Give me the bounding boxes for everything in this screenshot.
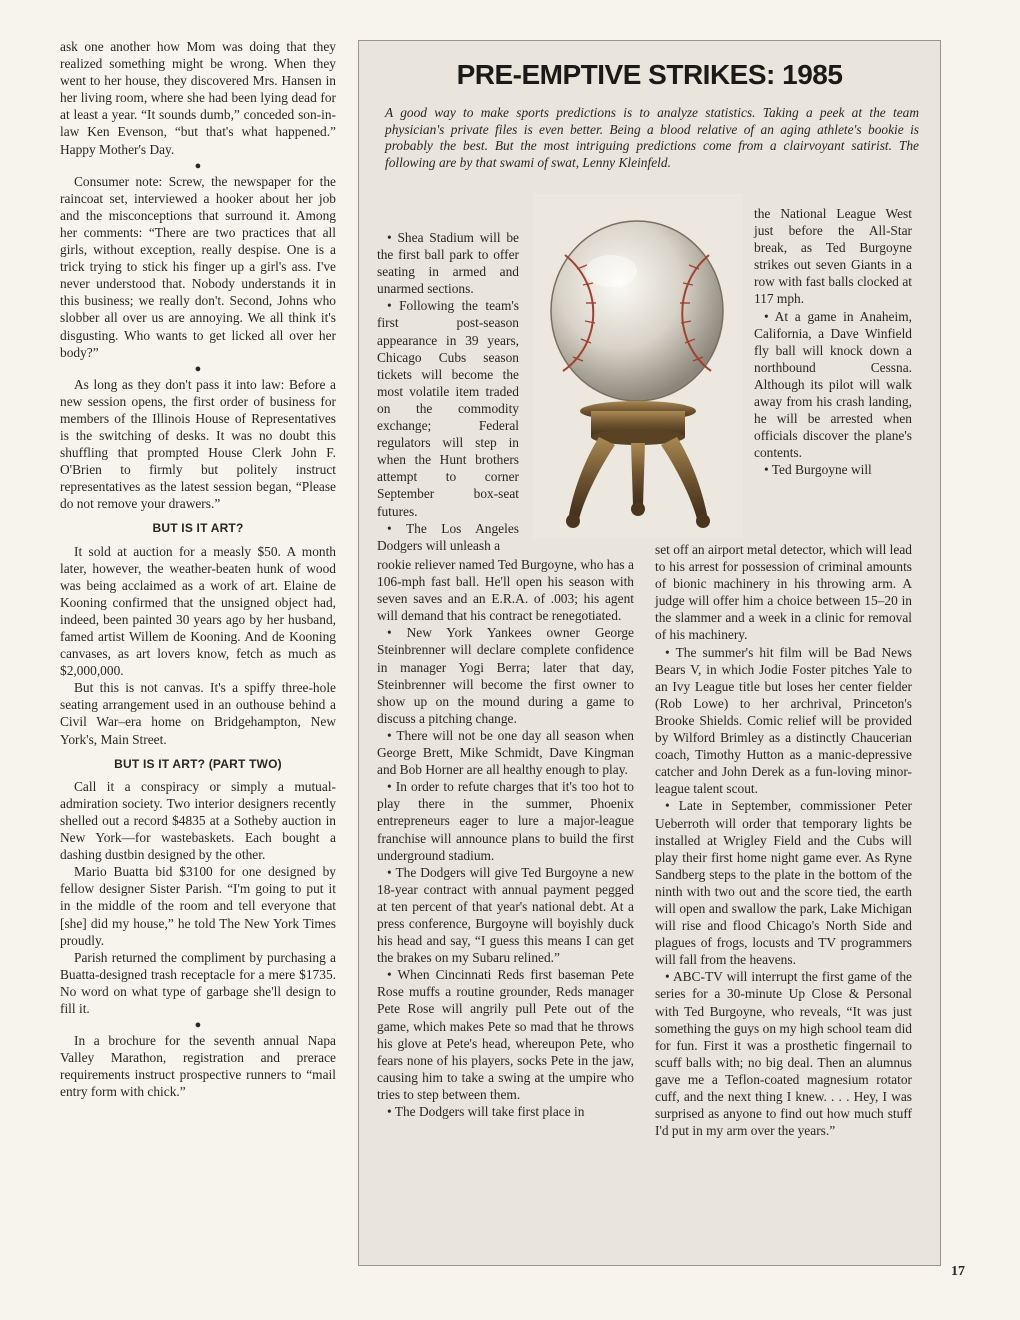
prediction-item: • When Cincinnati Reds first baseman Pete Rose muffs a routine grounder, Reds manager Pete Rose will angrily pull Pete out of the game, which makes Pete so mad that he throws his glove at Pete's head, whereupon Pete, who fears none of his players, socks Pete in the jaw, causing him to take a swing at the umpire who tries to step between them.	[377, 967, 634, 1102]
box-column-1-bottom	[377, 556, 634, 1120]
paragraph: But this is not canvas. It's a spiffy three-hole seating arrangement used in an outhouse behind a Civil War–era home on Bridgehampton, New York's, Main Street.	[60, 680, 336, 747]
paragraph: Mario Buatta bid $3100 for one designed by fellow designer Sister Parish. “I'm going to put it in the middle of the room and tell everyone that [she] did my house,” he told The New York Times proudly.	[60, 864, 336, 948]
prediction-item: • The Dodgers will take first place in	[387, 1104, 585, 1119]
paragraph: Consumer note: Screw, the newspaper for the raincoat set, interviewed a hooker about her job and the misconceptions that surround it. Among her comments: “There are two practices that all girls, without exception, really despise. One is a trick trying to stick his finger up a girl's ass. I've never understood that. Nobody understands it in this business; we really don't. Second, Johns who slobber all over us are annoying. We all think it's disgusting. Who wants to get licked all over her body?”	[60, 173, 336, 360]
paragraph: Parish returned the compliment by purchasing a Buatta-designed trash receptacle for a mere $1735. No word on what type of garbage she'll design to fill it.	[60, 949, 336, 1016]
box-column-1-top	[377, 229, 519, 554]
prediction-item: • Shea Stadium will be the first ball park to offer seating in armed and unarmed sections.	[377, 230, 519, 297]
separator-dot: ●	[194, 159, 202, 172]
left-column	[60, 38, 336, 1100]
section-heading: BUT IS IT ART? (PART TWO)	[114, 756, 282, 771]
prediction-item: • The Los Angeles Dodgers will unleash a	[377, 520, 519, 553]
box-column-2-top	[754, 205, 912, 479]
box-title: PRE-EMPTIVE STRIKES: 1985	[456, 59, 843, 90]
separator-dot: ●	[194, 1019, 202, 1032]
box-intro: A good way to make sports predictions is to analyze statistics. Taking a peek at the team physician's private files is even better. Being a blood relative of an aging athlete's bookie is probably the best. But the most intriguing predictions come from a clairvoyant satirist. The following are by that swami of swat, Lenny Kleinfeld.	[385, 105, 919, 170]
prediction-item: • In order to refute charges that it's too hot to play there in the summer, Phoenix entrepreneurs eager to lure a major-league franchise will announce plans to build the first underground stadium.	[377, 779, 634, 863]
separator-dot: ●	[194, 362, 202, 375]
paragraph: It sold at auction for a measly $50. A month later, however, the weather-beaten hunk of wood was being acclaimed as a work of art. Elaine de Kooning confirmed that the unsigned object had, indeed, been painted 30 years ago by her husband, famed artist Willem de Kooning. And de Kooning canvases, as art lovers know, fetch as much as $2,000,000.	[60, 543, 336, 679]
prediction-item: • Ted Burgoyne will	[764, 462, 872, 478]
paragraph: In a brochure for the seventh annual Napa Valley Marathon, registration and prerace requirements instruct prospective runners to “mail entry form with chick.”	[60, 1033, 336, 1100]
prediction-item: • Following the team's first post-season appearance in 39 years, Chicago Cubs season tickets will become the most volatile item traded on the commodity exchange; Federal regulators will step in when the Hunt brothers attempt to corner September box-seat futures.	[377, 298, 519, 519]
prediction-item: • ABC-TV will interrupt the first game of the series for a 30-minute Up Close & Personal with Ted Burgoyne, who reveals, “It was just something the guys on my high school team did for fun. First it was a prosthetic fingernail to scuff balls with; no big deal. Then an alumnus gave me a Teflon-coated magnesium rotator cuff, and the next thing I knew. . . . Hey, I was surprised as anyone to find out how much stuff I'd put in my arm over the years.”	[655, 969, 912, 1139]
prediction-item: • At a game in Anaheim, California, a Dave Winfield fly ball will knock down a northbound Cessna. Although its pilot will walk away from his crash landing, he will be arrested when officials discover the plane's contents.	[754, 308, 912, 461]
prediction-item: • The Dodgers will give Ted Burgoyne a new 18-year contract with annual payment pegged at ten percent of that year's national debt. At a press conference, Burgoyne will boyishly duck his head and say, “I guess this means I can get the brakes on my Subaru relined.”	[377, 864, 634, 966]
prediction-item: • Late in September, commissioner Peter Ueberroth will order that temporary lights be installed at Wrigley Field and the Cubs will play their first home night game ever. As Ryne Sandberg steps to the plate in the bottom of the ninth with two out and the score tied, the earth will open and swallow the park, Lake Michigan will rise and flood Chicago's North Side and plagues of frogs, locusts and TV programmers will fall from the heavens.	[655, 798, 912, 968]
prediction-item: set off an airport metal detector, which will lead to his arrest for possession of criminal amounts of bionic machinery in his throwing arm. A judge will offer him a choice between 15–20 in the slammer and a week in a clinic for removal of his machinery.	[655, 542, 912, 643]
prediction-item: the National League West just before the All-Star break, as Ted Burgoyne strikes out seven Giants in a row with fast balls clocked at 117 mph.	[754, 206, 912, 307]
paragraph: Call it a conspiracy or simply a mutual-admiration society. Two interior designers recently shelled out a record $4835 at a Sotheby auction in New York—for wastebaskets. Each bought a dashing dustbin designed by the other.	[60, 778, 336, 863]
page-number: 17	[951, 1264, 965, 1279]
prediction-item: • New York Yankees owner George Steinbrenner will declare complete confidence in manager Yogi Berra; later that day, Steinbrenner will become the first owner to show up on the mound during a game to discuss a pitching change.	[377, 625, 634, 726]
prediction-item: rookie reliever named Ted Burgoyne, who has a 106-mph fast ball. He'll open his season with seven saves and an E.R.A. of .003; his agent will demand that his contract be renegotiated.	[377, 557, 634, 624]
paragraph: ask one another how Mom was doing that they realized something might be wrong. When they went to her house, they discovered Mrs. Hansen in her living room, where she had been lying dead for at least a year. “It sounds dumb,” conceded son-in-law Ken Evenson, “but that's what happened.” Happy Mother's Day.	[60, 39, 336, 157]
sidebar-box	[358, 40, 941, 1266]
baseball-trophy-photo	[533, 193, 743, 538]
box-column-2-bottom	[655, 541, 912, 1139]
paragraph: As long as they don't pass it into law: Before a new session opens, the first order of business for members of the Illinois House of Representatives is the switching of desks. It was no doubt this shuffling that prompted House Clerk John F. O'Brien to firmly but politely instruct representatives as the latest session began, “Please do not remove your drawers.”	[60, 376, 336, 512]
prediction-item: • There will not be one day all season when George Brett, Mike Schmidt, Dave Kingman and Bob Horner are all healthy enough to play.	[377, 727, 634, 778]
section-heading: BUT IS IT ART?	[152, 521, 244, 536]
prediction-item: • The summer's hit film will be Bad News Bears V, in which Jodie Foster pitches Yale to an Ivy League title but loses her center fielder (Rob Lowe) to her archrival, Princeton's Brooke Shields. Comic relief will be provided by Wilford Brimley as a distinctly Chaucerian coach, Timothy Hutton as a manic-depressive catcher and John Derek as a fun-loving minor-league talent scout.	[655, 644, 912, 797]
